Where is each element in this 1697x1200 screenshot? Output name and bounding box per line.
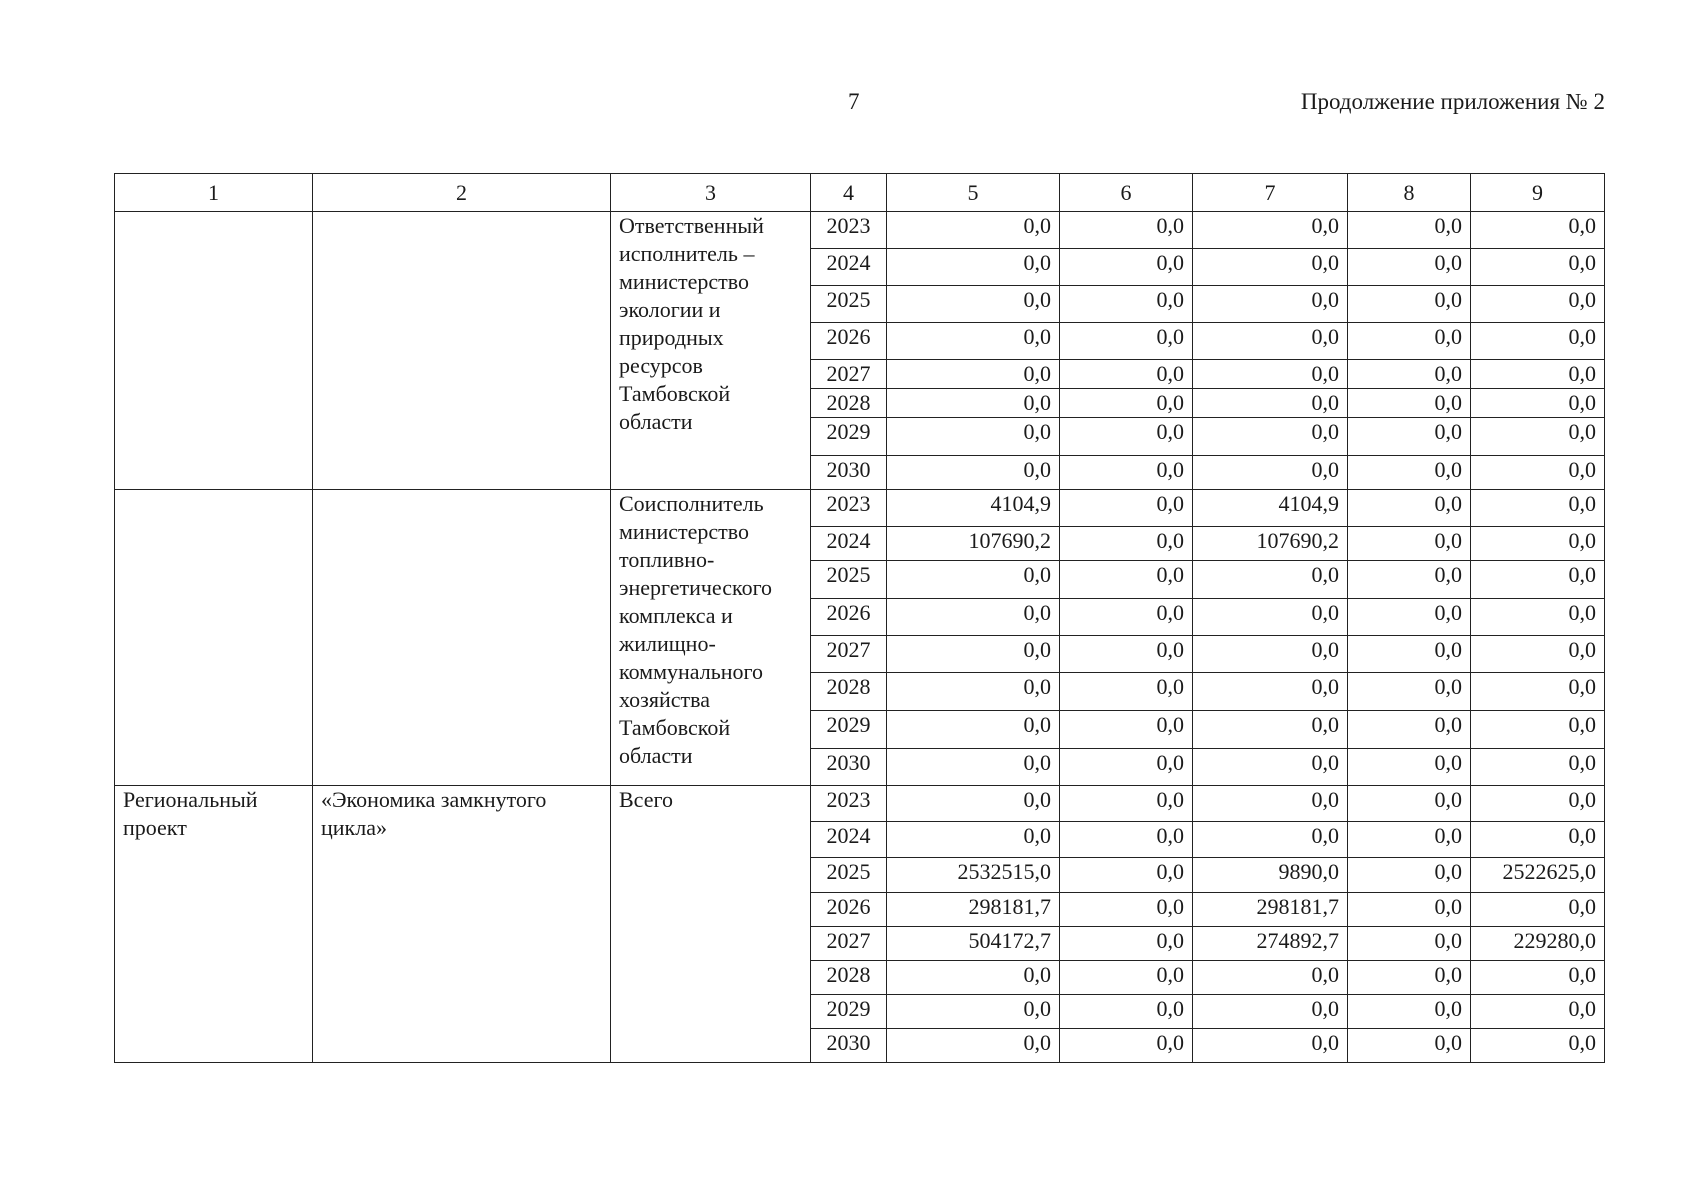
appendix-title: Продолжение приложения № 2 [1300,89,1605,114]
value-cell: 0,0 [1471,995,1605,1029]
value-cell: 0,0 [887,995,1060,1029]
value-cell: 0,0 [1193,360,1348,389]
column-header: 7 [1193,174,1348,212]
column-header: 6 [1060,174,1193,212]
value-cell: 0,0 [1060,418,1193,456]
value-cell: 0,0 [1060,786,1193,822]
value-cell: 0,0 [887,360,1060,389]
value-cell: 0,0 [1348,673,1471,711]
year-cell: 2025 [811,858,887,893]
value-cell: 0,0 [1060,323,1193,360]
value-cell: 0,0 [1471,749,1605,786]
value-cell: 0,0 [1193,323,1348,360]
year-cell: 2028 [811,673,887,711]
value-cell: 4104,9 [887,490,1060,527]
value-cell: 0,0 [1471,893,1605,927]
value-cell: 0,0 [887,389,1060,418]
value-cell: 0,0 [1348,561,1471,599]
value-cell: 0,0 [887,323,1060,360]
value-cell: 0,0 [1060,212,1193,249]
year-cell: 2030 [811,1029,887,1063]
header-row [115,174,1605,212]
value-cell: 274892,7 [1193,927,1348,961]
value-cell: 2522625,0 [1471,858,1605,893]
value-cell: 0,0 [1471,389,1605,418]
value-cell: 0,0 [1060,561,1193,599]
value-cell: 0,0 [1348,527,1471,561]
value-cell: 0,0 [1060,927,1193,961]
value-cell: 0,0 [887,822,1060,858]
budget-table [114,173,1605,1063]
table-header [115,174,1605,212]
value-cell: 0,0 [1348,711,1471,749]
value-cell: 0,0 [1348,418,1471,456]
year-cell: 2025 [811,286,887,323]
value-cell: 0,0 [1471,249,1605,286]
value-cell: 0,0 [1471,636,1605,673]
value-cell: 0,0 [1471,673,1605,711]
column-header: 4 [811,174,887,212]
value-cell: 229280,0 [1471,927,1605,961]
value-cell: 0,0 [1193,995,1348,1029]
column-header: 3 [611,174,811,212]
value-cell: 0,0 [887,1029,1060,1063]
year-cell: 2030 [811,456,887,490]
value-cell: 107690,2 [887,527,1060,561]
value-cell: 0,0 [1471,786,1605,822]
value-cell: 0,0 [1060,749,1193,786]
value-cell: 0,0 [1060,360,1193,389]
value-cell: 0,0 [1348,927,1471,961]
value-cell: 0,0 [1471,286,1605,323]
value-cell: 0,0 [1348,286,1471,323]
value-cell: 0,0 [1471,212,1605,249]
value-cell: 0,0 [1348,360,1471,389]
executor-cell: Соисполнитель министерство топливно- энергетического комплекса и жилищно- коммунального хозяйства Тамбовской области [611,490,811,786]
value-cell: 0,0 [1060,599,1193,636]
value-cell: 0,0 [887,561,1060,599]
value-cell: 0,0 [887,249,1060,286]
value-cell: 298181,7 [887,893,1060,927]
value-cell: 0,0 [1471,1029,1605,1063]
year-cell: 2025 [811,561,887,599]
value-cell: 0,0 [1193,822,1348,858]
value-cell: 0,0 [1348,212,1471,249]
value-cell: 0,0 [1193,389,1348,418]
column-header: 1 [115,174,313,212]
value-cell: 0,0 [1193,249,1348,286]
value-cell: 0,0 [1471,822,1605,858]
year-cell: 2023 [811,490,887,527]
value-cell: 0,0 [1060,527,1193,561]
year-cell: 2029 [811,995,887,1029]
value-cell: 0,0 [1060,995,1193,1029]
value-cell: 9890,0 [1193,858,1348,893]
column-header: 2 [313,174,611,212]
year-cell: 2024 [811,527,887,561]
year-cell: 2026 [811,323,887,360]
value-cell: 0,0 [1193,786,1348,822]
value-cell: 0,0 [887,599,1060,636]
value-cell: 0,0 [887,286,1060,323]
year-cell: 2029 [811,418,887,456]
column-header: 9 [1471,174,1605,212]
value-cell: 0,0 [1060,858,1193,893]
value-cell: 0,0 [1193,636,1348,673]
value-cell: 0,0 [1193,749,1348,786]
value-cell: 0,0 [1471,561,1605,599]
value-cell: 0,0 [1348,599,1471,636]
value-cell: 107690,2 [1193,527,1348,561]
value-cell: 0,0 [1471,360,1605,389]
value-cell: 2532515,0 [887,858,1060,893]
value-cell: 0,0 [1193,212,1348,249]
value-cell: 0,0 [1348,786,1471,822]
value-cell: 0,0 [1471,961,1605,995]
value-cell: 0,0 [1348,323,1471,360]
value-cell: 0,0 [1471,527,1605,561]
year-cell: 2026 [811,893,887,927]
value-cell: 0,0 [1471,711,1605,749]
year-cell: 2023 [811,212,887,249]
column-header: 8 [1348,174,1471,212]
value-cell: 0,0 [1348,749,1471,786]
value-cell: 0,0 [1348,995,1471,1029]
value-cell: 0,0 [887,636,1060,673]
value-cell: 0,0 [887,418,1060,456]
value-cell: 0,0 [1348,858,1471,893]
value-cell: 0,0 [1060,893,1193,927]
value-cell: 0,0 [1193,418,1348,456]
project-name-cell [313,212,611,490]
value-cell: 0,0 [1060,1029,1193,1063]
year-cell: 2028 [811,961,887,995]
value-cell: 0,0 [1348,456,1471,490]
value-cell: 0,0 [1193,961,1348,995]
value-cell: 0,0 [1193,711,1348,749]
value-cell: 0,0 [1471,418,1605,456]
value-cell: 0,0 [1193,673,1348,711]
value-cell: 504172,7 [887,927,1060,961]
value-cell: 0,0 [887,456,1060,490]
project-type-cell [115,490,313,786]
value-cell: 0,0 [1060,822,1193,858]
value-cell: 0,0 [1348,893,1471,927]
value-cell: 0,0 [1193,1029,1348,1063]
value-cell: 0,0 [1193,456,1348,490]
project-name-cell: «Экономика замкнутого цикла» [313,786,611,1063]
table-body [115,212,1605,1063]
value-cell: 0,0 [1471,490,1605,527]
year-cell: 2028 [811,389,887,418]
value-cell: 0,0 [887,212,1060,249]
value-cell: 0,0 [1193,286,1348,323]
project-name-cell [313,490,611,786]
executor-cell: Ответственный исполнитель – министерство экологии и природных ресурсов Тамбовской области [611,212,811,490]
table-row [115,490,1605,527]
value-cell: 298181,7 [1193,893,1348,927]
value-cell: 0,0 [1060,636,1193,673]
year-cell: 2027 [811,927,887,961]
column-header: 5 [887,174,1060,212]
value-cell: 0,0 [1060,389,1193,418]
value-cell: 0,0 [1060,673,1193,711]
value-cell: 0,0 [1348,822,1471,858]
value-cell: 0,0 [1471,323,1605,360]
value-cell: 0,0 [1348,249,1471,286]
executor-cell: Всего [611,786,811,1063]
table-row [115,212,1605,249]
value-cell: 0,0 [1060,249,1193,286]
value-cell: 0,0 [1348,961,1471,995]
value-cell: 0,0 [1193,561,1348,599]
year-cell: 2027 [811,636,887,673]
value-cell: 0,0 [1060,711,1193,749]
value-cell: 0,0 [1471,456,1605,490]
value-cell: 0,0 [887,711,1060,749]
project-type-cell [115,212,313,490]
value-cell: 0,0 [1348,636,1471,673]
value-cell: 0,0 [887,961,1060,995]
year-cell: 2030 [811,749,887,786]
value-cell: 0,0 [1060,490,1193,527]
value-cell: 0,0 [1348,389,1471,418]
value-cell: 0,0 [1348,490,1471,527]
page-number: 7 [848,89,860,114]
value-cell: 0,0 [887,749,1060,786]
value-cell: 0,0 [1193,599,1348,636]
year-cell: 2024 [811,822,887,858]
year-cell: 2023 [811,786,887,822]
value-cell: 0,0 [1471,599,1605,636]
project-type-cell: Региональный проект [115,786,313,1063]
year-cell: 2024 [811,249,887,286]
value-cell: 0,0 [1060,286,1193,323]
value-cell: 0,0 [1060,961,1193,995]
year-cell: 2027 [811,360,887,389]
value-cell: 0,0 [887,673,1060,711]
value-cell: 0,0 [1348,1029,1471,1063]
value-cell: 4104,9 [1193,490,1348,527]
year-cell: 2026 [811,599,887,636]
value-cell: 0,0 [1060,456,1193,490]
year-cell: 2029 [811,711,887,749]
value-cell: 0,0 [887,786,1060,822]
table-row [115,786,1605,822]
